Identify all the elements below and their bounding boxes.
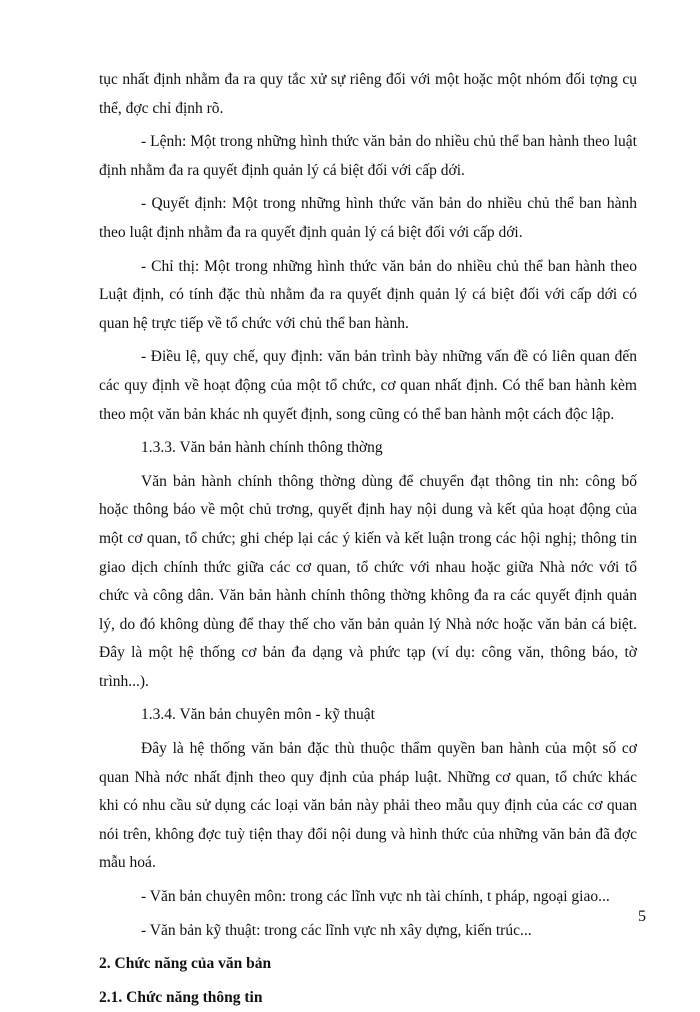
- heading-chuc-nang-thong-tin: 2.1. Chức năng thông tin: [99, 988, 263, 1006]
- list-item-chuyen-mon: - Văn bản chuyên môn: trong các lĩnh vực nh tài chính, t pháp, ngoại giao...: [141, 888, 610, 906]
- heading-chuc-nang-van-ban: 2. Chức năng của văn bản: [99, 955, 272, 973]
- paragraph-van-ban-hanh-chinh: Văn bản hành chính thông thờng dùng để chuyển đạt thông tin nh: công bố hoặc thông báo về một chủ trơng, quyết định hay nội dung và kết qủa hoạt động của một cơ quan, tổ chức; ghi chép lại các ý kiến và kết luận trong các hội nghị; thông tin giao dịch chính thức giữa các cơ quan, tổ chức với nhau hoặc giữa Nhà nớc với tổ chức và công dân. Văn bản hành chính thông thờng không đa ra các quyết định quản lý, do đó không dùng để thay thế cho văn bản quản lý Nhà nớc hoặc văn bản cá biệt. Đây là một hệ thống cơ bản đa dạng và phức tạp (ví dụ: công văn, thông báo, tờ trình...).: [99, 472, 637, 690]
- page-number: 5: [638, 908, 646, 925]
- section-heading-1-3-3: 1.3.3. Văn bản hành chính thông thờng: [141, 439, 383, 457]
- list-item-ky-thuat: - Văn bản kỹ thuật: trong các lĩnh vực nh xây dựng, kiến trúc...: [141, 921, 532, 939]
- paragraph-chi-thi: - Chỉ thị: Một trong những hình thức văn bản do nhiều chủ thể ban hành theo Luật định, có tính đặc thù nhằm đa ra quyết định quản lý cá biệt đối với cấp dới có quan hệ trực tiếp về tổ chức với chủ thể ban hành.: [99, 257, 637, 332]
- paragraph-continuation: tục nhất định nhằm đa ra quy tắc xử sự riêng đối với một hoặc một nhóm đối tợng cụ thể, đợc chỉ định rõ.: [99, 71, 637, 117]
- paragraph-van-ban-chuyen-mon-ky-thuat: Đây là hệ thống văn bản đặc thù thuộc thẩm quyền ban hành của một số cơ quan Nhà nớc nhất định theo quy định của pháp luật. Những cơ quan, tổ chức khác khi có nhu cầu sử dụng các loại văn bản này phải theo mẫu quy định của các cơ quan nói trên, không đợc tuỳ tiện thay đổi nội dung và hình thức của những văn bản đã đợc mẫu hoá.: [99, 740, 637, 872]
- paragraph-quyet-dinh: - Quyết định: Một trong những hình thức văn bản do nhiều chủ thể ban hành theo luật định nhằm đa ra quyết định quản lý cá biệt đối với cấp dới.: [99, 195, 637, 241]
- page-body: [99, 66, 637, 1012]
- paragraph-dieu-le: - Điều lệ, quy chế, quy định: văn bản trình bày những vấn đề có liên quan đến các quy định về hoạt động của một tổ chức, cơ quan nhất định. Có thể ban hành kèm theo một văn bản khác nh quyết định, song cũng có thể ban hành một cách độc lập.: [99, 348, 637, 423]
- section-heading-1-3-4: 1.3.4. Văn bản chuyên môn - kỹ thuật: [141, 706, 375, 724]
- paragraph-lenh: - Lệnh: Một trong những hình thức văn bản do nhiều chủ thể ban hành theo luật định nhằm đa ra quyết định quản lý cá biệt đối với cấp dới.: [99, 133, 637, 179]
